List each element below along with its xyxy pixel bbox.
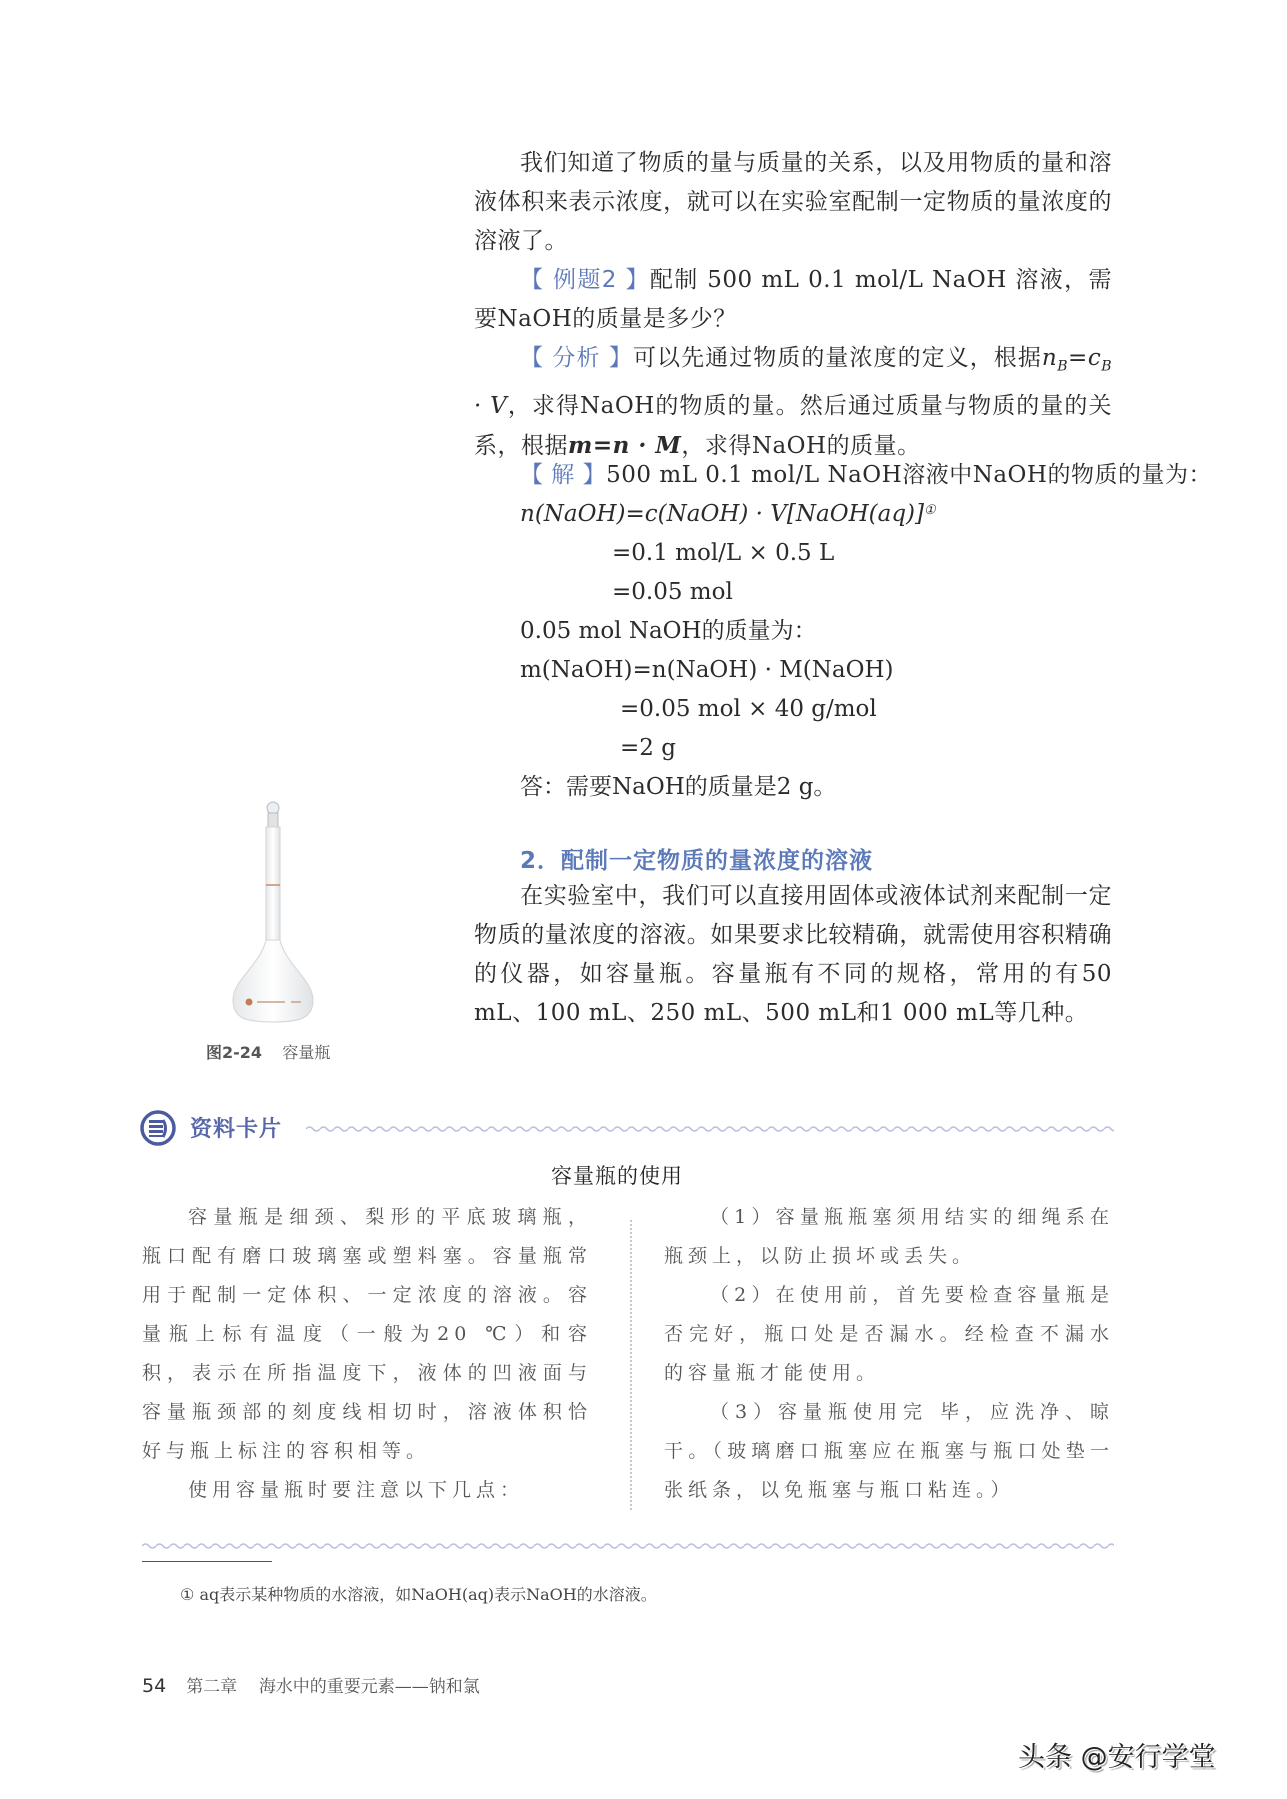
solution-intro: 500 mL 0.1 mol/L NaOH溶液中NaOH的物质的量为：	[606, 462, 1212, 488]
solution-line	[474, 456, 1212, 495]
analysis-paragraph	[474, 339, 1112, 466]
calc-line-5: m(NaOH)=n(NaOH) · M(NaOH)	[520, 657, 894, 683]
footnote-marker: ①	[180, 1585, 195, 1604]
calc-line-6: =0.05 mol × 40 g/mol	[620, 696, 877, 722]
analysis-text-3: ，求得NaOH的质量。	[681, 432, 921, 459]
answer-line: 答：需要NaOH的质量是2 g。	[520, 774, 837, 800]
analysis-tag: 【 分析 】	[520, 345, 633, 371]
calc-line-7: =2 g	[620, 735, 676, 761]
card-left-paragraph: 容量瓶是细颈、梨形的平底玻璃瓶，瓶口配有磨口玻璃塞或塑料塞。容量瓶常用于配制一定体积、一定浓度的溶液。容量瓶上标有温度（一般为20 ℃）和容积，表示在所指温度下，液体的凹液面与容量瓶颈部的刻度线相切时，溶液体积恰好与瓶上标注的容积相等。	[142, 1206, 592, 1462]
footnote-rule	[142, 1561, 272, 1562]
card-title: 资料卡片	[190, 1117, 283, 1142]
intro-paragraph: 我们知道了物质的量与质量的关系，以及用物质的量和溶液体积来表示浓度，就可以在实验室配制一定物质的量浓度的溶液了。	[474, 150, 1112, 254]
footnote-ref: ①	[923, 503, 936, 518]
example-question	[474, 261, 1112, 339]
calc-line-2: =0.1 mol/L × 0.5 L	[612, 540, 835, 566]
page-number: 54	[142, 1675, 167, 1697]
watermark: 头条 @安行学堂	[1018, 1742, 1216, 1773]
example-tag: 【 例题2 】	[520, 267, 650, 293]
footnote-text: aq表示某种物质的水溶液，如NaOH(aq)表示NaOH的水溶液。	[199, 1585, 657, 1604]
section-heading: 2．配制一定物质的量浓度的溶液	[520, 848, 874, 874]
card-item-1: （1）容量瓶瓶塞须用结实的细绳系在瓶颈上，以防止损坏或丢失。	[664, 1206, 1114, 1267]
footnote	[180, 1582, 657, 1605]
figure-number: 图2-24	[206, 1043, 263, 1062]
card-item-3: （3）容量瓶使用完 毕，应洗净、晾干。（玻璃磨口瓶塞应在瓶塞与瓶口处垫一张纸条，以免瓶塞与瓶口粘连。）	[664, 1401, 1114, 1501]
book-icon	[140, 1110, 176, 1146]
section-paragraph: 在实验室中，我们可以直接用固体或液体试剂来配制一定物质的量浓度的溶液。如果要求比较精确，就需使用容积精确的仪器，如容量瓶。容量瓶有不同的规格，常用的有50 mL、100 mL、250 mL、500 mL和1 000 mL等几种。	[474, 883, 1112, 1026]
card-subtitle: 容量瓶的使用	[551, 1164, 683, 1188]
formula-m: m=n · M	[568, 431, 682, 459]
card-item-2: （2）在使用前，首先要检查容量瓶是否完好，瓶口处是否漏水。经检查不漏水的容量瓶才能使用。	[664, 1284, 1114, 1384]
chapter-label: 第二章	[186, 1677, 238, 1697]
calc-line-3: =0.05 mol	[612, 579, 733, 605]
calc-line-1: n(NaOH)=c(NaOH) · V[NaOH(aq)]①	[520, 501, 936, 527]
analysis-text-2: ，求得NaOH的物质的量。然后通过质量与物质的量的关系，根据	[474, 392, 1112, 459]
column-divider	[630, 1220, 632, 1510]
card-top-wave	[306, 1119, 1114, 1129]
analysis-text-1: 可以先通过物质的量浓度的定义，根据	[632, 345, 1042, 371]
page-footer	[142, 1672, 480, 1697]
figure-caption	[206, 1040, 330, 1063]
example-question-text: 配制 500 mL 0.1 mol/L NaOH 溶液，需要NaOH的质量是多少？	[474, 267, 1112, 332]
calc-line-4: 0.05 mol NaOH的质量为：	[520, 618, 817, 644]
volumetric-flask-image	[225, 800, 320, 1030]
card-left-note: 使用容量瓶时要注意以下几点：	[188, 1479, 525, 1501]
card-bottom-wave	[142, 1536, 1114, 1546]
solution-tag: 【 解 】	[520, 462, 607, 488]
figure-caption-text: 容量瓶	[282, 1043, 331, 1062]
chapter-title: 海水中的重要元素——钠和氯	[258, 1677, 480, 1697]
formula-nb: $n_B=c_B \cdot V$	[474, 345, 1113, 419]
